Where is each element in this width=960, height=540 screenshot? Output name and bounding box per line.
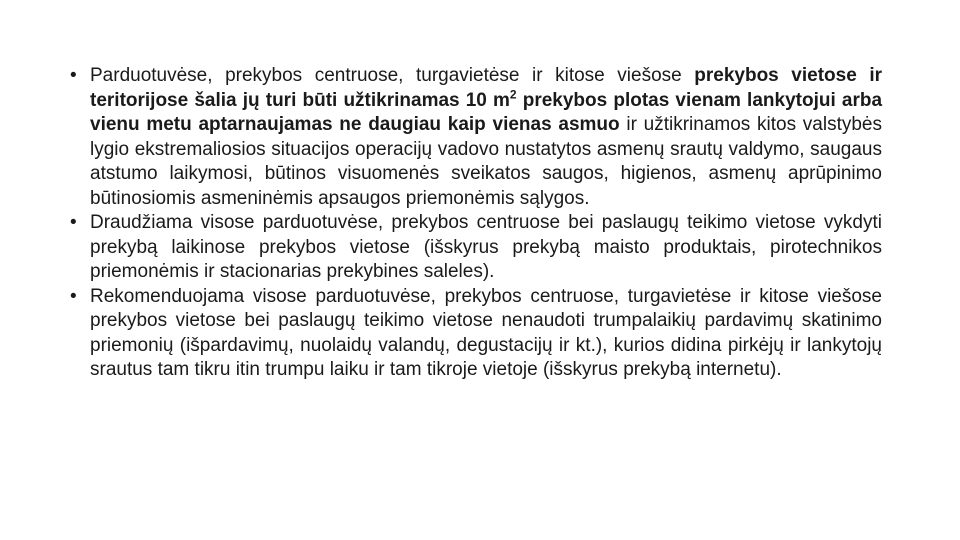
bullet-1-part2: ir užtikrinamos kitos valstybės lygio ekstremaliosios situacijos operacijų vadovo nustatytos asmenų srautų valdymo, saugaus atstumo laikymosi, būtinos visuomenės sveikatos saugos, higienos, asmenų aprūpinimo būtinosiomis asmeninėmis apsaugos priemonėmis sąlygos. <box>90 114 882 209</box>
bullet-marker: • <box>70 285 77 307</box>
bullet-item-1 <box>70 64 882 211</box>
bullet-2-text: Draudžiama visose parduotuvėse, prekybos centruose bei paslaugų teikimo vietose vykdyti prekybą laikinose prekybos vietose (išskyrus prekybą maisto produktais, pirotechnikos priemonėmis ir stacionarias prekybines saleles). <box>90 212 882 282</box>
bullet-1-bold1: prekybos vietose ir teritorijose šalia jų turi būti užtikrinamas 10 m <box>90 65 882 111</box>
bullet-1-bold2: prekybos plotas vienam lankytojui arba vienu metu aptarnaujamas ne daugiau kaip vienas asmuo <box>90 89 883 135</box>
bullet-item-3 <box>70 285 882 383</box>
bullet-3-text: Rekomenduojama visose parduotuvėse, prekybos centruose, turgavietėse ir kitose viešose prekybos vietose bei paslaugų teikimo vietose nenaudoti trumpalaikių pardavimų skatinimo priemonių (išpardavimų, nuolaidų valandų, degustacijų ir kt.), kurios didina pirkėjų ir lankytojų srautus tam tikru itin trumpu laiku ir tam tikroje vietoje (išskyrus prekybą internetu). <box>90 285 882 380</box>
bullet-1-superscript: 2 <box>509 87 517 102</box>
bullet-marker: • <box>70 212 77 233</box>
bullet-list <box>70 64 882 383</box>
bullet-marker: • <box>70 65 77 86</box>
bullet-1-part1: Parduotuvėse, prekybos centruose, turgavietėse ir kitose viešose <box>90 65 695 86</box>
bullet-item-2 <box>70 211 882 285</box>
bullet-1-text <box>90 65 882 209</box>
